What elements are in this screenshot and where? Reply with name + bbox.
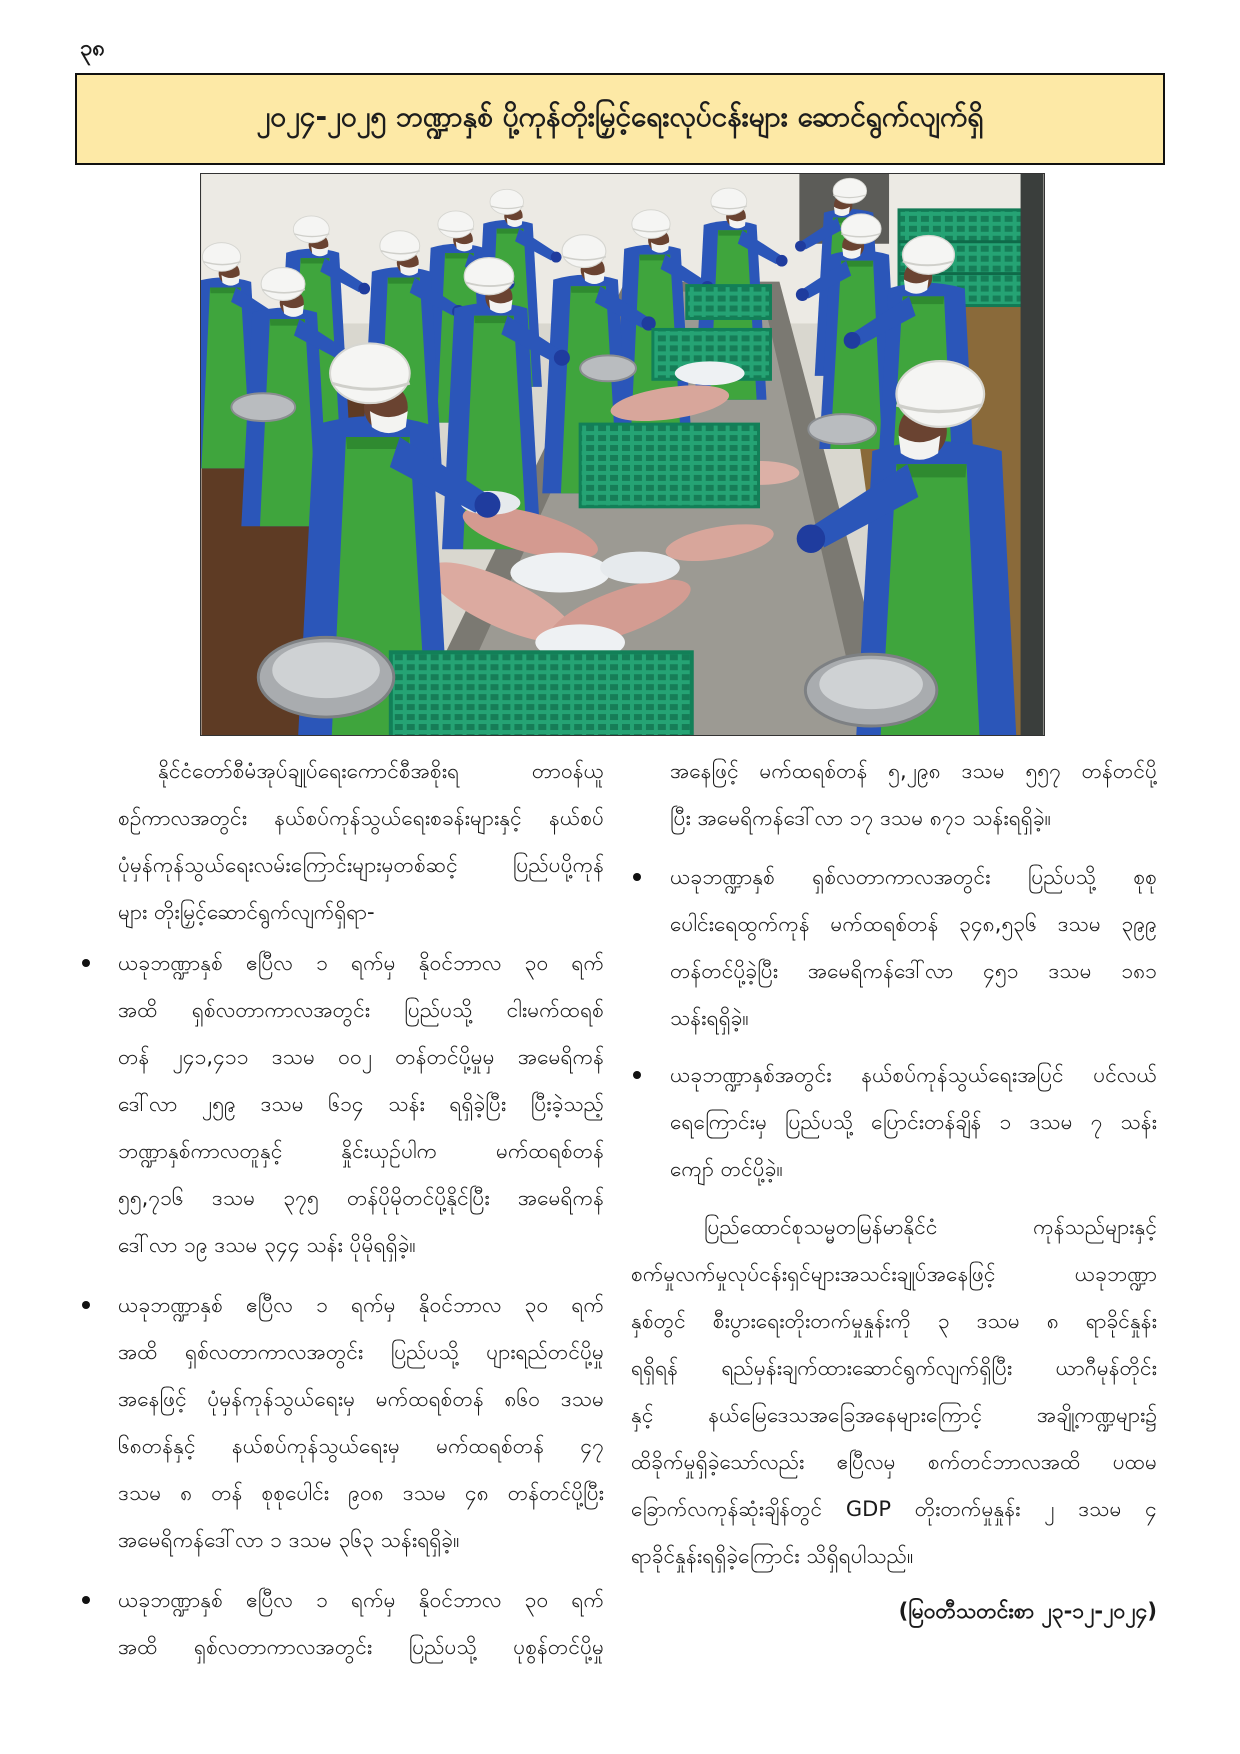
bullet-5-line: ကျော် တင်ပို့ခဲ့။ [670,1157,783,1181]
bullet-3-line: အနေဖြင့် မက်ထရစ်တန် ၅,၂၉၈ ဒသမ ၅၅၇ တန်တင်ပို့ [670,759,1157,783]
closing-line: ရာခိုင်နှုန်းရရှိခဲ့ကြောင်း သိရှိရပါသည်။ [631,1544,914,1568]
bullet-item-1 [118,940,604,1269]
bullet-item-2 [118,1282,604,1564]
bullet-5-line: ရေကြောင်းမှ ပြည်ပသို့ ပြောင်းတန်ချိန် ၁ ဒသမ ၇ သန်း [670,1110,1157,1134]
wall-beam [1021,174,1044,735]
table-crate [687,286,771,319]
intro-paragraph [118,748,604,936]
bullet-3-line: ပြီး အမေရိကန်ဒေါ်လာ ၁၇ ဒသမ ၈၇၁ သန်းရရှိခဲ့။ [670,806,1051,830]
steel-bowl [258,637,394,717]
bullet-2-line: အထိ ရှစ်လတာကာလအတွင်း ပြည်ပသို့ ပျားရည်တင်ပို့မှု [118,1340,604,1364]
bullet-item-3 [118,1577,604,1671]
bullet-4-line: တန်တင်ပို့ခဲ့ပြီး အမေရိကန်ဒေါ်လာ ၄၅၁ ဒသမ ၁၈၁ [670,959,1157,983]
page-number: ၃၈ [80,36,105,61]
bullet-dot [633,873,641,881]
bullet-dot [82,1301,90,1309]
bullet-dot [633,1071,641,1079]
closing-line: စက်မှုလက်မှုလုပ်ငန်းရှင်များအသင်းချုပ်အနေဖြင့် ယခုဘဏ္ဍာ [631,1262,1157,1286]
bullet-1-line: ဘဏ္ဍာနှစ်ကာလတူနှင့် နှိုင်းယှဉ်ပါက မက်ထရစ်တန် [118,1139,604,1163]
bullet-5-line: ယခုဘဏ္ဍာနှစ်အတွင်း နယ်စပ်ကုန်သွယ်ရေးအပြင် ပင်လယ် [670,1063,1157,1087]
bullet-2-line: ယခုဘဏ္ဍာနှစ် ဧပြီလ ၁ ရက်မှ နိုဝင်ဘာလ ၃၀ ရက် [118,1293,604,1317]
closing-line: ထိခိုက်မှုရှိခဲ့သော်လည်း ဧပြီလမှ စက်တင်ဘာလအထိ ပထမ [631,1450,1157,1474]
bullet-item-4 [670,854,1157,1042]
bullet-1-line: ယခုဘဏ္ဍာနှစ် ဧပြီလ ၁ ရက်မှ နိုဝင်ဘာလ ၃၀ ရက် [118,951,604,975]
bullet-1-line: ဒေါ်လာ ၂၅၉ ဒသမ ၆၁၄ သန်း ရရှိခဲ့ပြီး ပြီးခဲ့သည့် [118,1092,604,1116]
intro-line: နိုင်ငံတော်စီမံအုပ်ချုပ်ရေးကောင်စီအစိုးရ တာဝန်ယူ [158,759,604,783]
article-title: ၂၀၂၄-၂၀၂၅ ဘဏ္ဍာနှစ် ပို့ကုန်တိုးမြှင့်ရေးလုပ်ငန်းများ ဆောင်ရွက်လျက်ရှိ [256,100,984,133]
steel-bowl [580,355,636,381]
photo-illustration [201,174,1044,735]
bullet-2-line: ဒသမ ၈ တန် စုစုပေါင်း ၉၀၈ ဒသမ ၄၈ တန်တင်ပို့ပြီး [118,1481,604,1505]
bullet-dot [82,959,90,967]
bullet-3-line: ယခုဘဏ္ဍာနှစ် ဧပြီလ ၁ ရက်မှ နိုဝင်ဘာလ ၃၀ ရက် [118,1588,604,1612]
intro-line: စဉ်ကာလအတွင်း နယ်စပ်ကုန်သွယ်ရေးစခန်းများနှင့် နယ်စပ် [118,806,604,830]
closing-line: ခြောက်လကုန်ဆုံးချိန်တွင် GDP တိုးတက်မှုနှုန်း ၂ ဒသမ ၄ [631,1497,1157,1521]
bullet-2-line: အမေရိကန်ဒေါ်လာ ၁ ဒသမ ၃၆၃ သန်းရရှိခဲ့။ [118,1528,460,1552]
table-crate [391,652,692,735]
source-citation: (မြဝတီသတင်းစာ ၂၃-၁၂-၂၀၂၄) [898,1599,1157,1623]
bullet-item-3-continued [670,748,1157,842]
closing-line: နှစ်တွင် စီးပွားရေးတိုးတက်မှုနှုန်းကို ၃ ဒသမ ၈ ရာခိုင်နှုန်း [631,1309,1157,1333]
article-photo [200,173,1045,736]
bullet-item-5 [670,1052,1157,1193]
bullet-4-line: ယခုဘဏ္ဍာနှစ် ရှစ်လတာကာလအတွင်း ပြည်ပသို့ စုစု [670,865,1157,889]
table-crate [580,424,758,507]
closing-line: ပြည်ထောင်စုသမ္မတမြန်မာနိုင်ငံ ကုန်သည်များနှင့် [704,1215,1157,1239]
intro-line: များ တိုးမြှင့်ဆောင်ရွက်လျက်ရှိရာ- [118,900,375,924]
steel-bowl [805,654,937,726]
intro-line: ပုံမှန်ကုန်သွယ်ရေးလမ်းကြောင်းများမှတစ်ဆင့် ပြည်ပပို့ကုန် [118,853,604,877]
bullet-4-line: သန်းရရှိခဲ့။ [670,1006,749,1030]
bullet-3-line: အထိ ရှစ်လတာကာလအတွင်း ပြည်ပသို့ ပုစွန်တင်ပို့မှု [118,1635,604,1659]
closing-line: ရရှိရန် ရည်မှန်းချက်ထားဆောင်ရွက်လျက်ရှိပြီး ယာဂီမုန်တိုင်း [631,1356,1157,1380]
steel-bowl [808,414,876,444]
bullet-2-line: အနေဖြင့် ပုံမှန်ကုန်သွယ်ရေးမှ မက်ထရစ်တန် ၈၆၀ ဒသမ [118,1387,604,1411]
bullet-4-line: ပေါင်းရေထွက်ကုန် မက်ထရစ်တန် ၃၄၈,၅၃၆ ဒသမ ၃၉၉ [670,912,1157,936]
closing-line: နှင့် နယ်မြေဒေသအခြေအနေများကြောင့် အချို့ကဏ္ဍများ၌ [631,1403,1157,1427]
bullet-1-line: အထိ ရှစ်လတာကာလအတွင်း ပြည်ပသို့ ငါးမက်ထရစ် [118,998,604,1022]
closing-paragraph [631,1204,1157,1580]
bullet-1-line: ၅၅,၇၁၆ ဒသမ ၃၇၅ တန်ပိုမိုတင်ပို့နိုင်ပြီး အမေရိကန် [118,1186,604,1210]
steel-bowl [231,393,295,421]
bullet-1-line: ဒေါ်လာ ၁၉ ဒသမ ၃၄၄ သန်း ပိုမိုရရှိခဲ့။ [118,1233,416,1257]
bullet-1-line: တန် ၂၄၁,၄၁၁ ဒသမ ၀၀၂ တန်တင်ပို့မှုမှ အမေရိကန် [118,1045,604,1069]
bullet-2-line: ၆၈တန်နှင့် နယ်စပ်ကုန်သွယ်ရေးမှ မက်ထရစ်တန် ၄၇ [118,1434,604,1458]
bullet-dot [82,1596,90,1604]
title-box [75,73,1165,165]
